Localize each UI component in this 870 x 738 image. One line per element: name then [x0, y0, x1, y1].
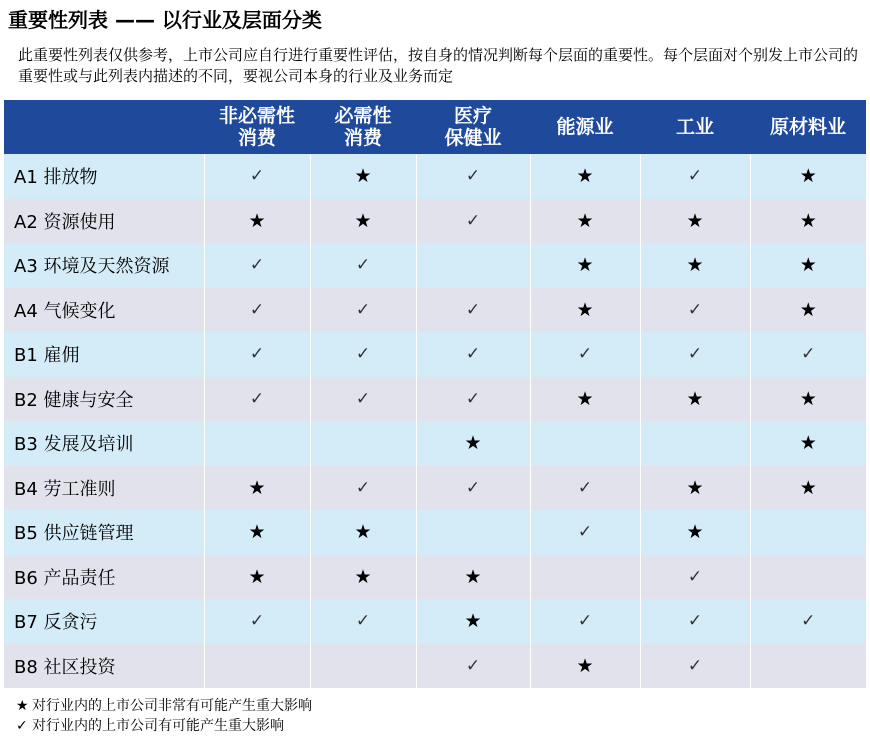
star-icon: ★	[416, 599, 530, 644]
table-row	[4, 466, 866, 511]
row-label: B2 健康与安全	[4, 377, 204, 422]
check-icon: ✓	[640, 599, 750, 644]
row-label: B7 反贪污	[4, 599, 204, 644]
row-label: A2 资源使用	[4, 199, 204, 244]
check-icon: ✓	[310, 243, 416, 288]
check-icon: ✓	[310, 466, 416, 511]
star-icon: ★	[750, 377, 866, 422]
check-icon: ✓	[416, 332, 530, 377]
star-icon: ★	[530, 644, 640, 689]
empty-cell	[530, 421, 640, 466]
star-icon: ★	[750, 154, 866, 199]
star-icon: ★	[750, 421, 866, 466]
check-icon: ✓	[750, 332, 866, 377]
table-row	[4, 377, 866, 422]
star-icon: ★	[204, 199, 310, 244]
page-title: 重要性列表 —— 以行业及层面分类	[8, 8, 322, 32]
empty-cell	[310, 421, 416, 466]
table-row	[4, 199, 866, 244]
table-row	[4, 243, 866, 288]
check-icon: ✓	[204, 377, 310, 422]
empty-cell	[204, 644, 310, 689]
empty-cell	[416, 243, 530, 288]
check-icon: ✓	[530, 332, 640, 377]
check-icon: ✓	[416, 466, 530, 511]
column-header: 非必需性 消费	[204, 100, 310, 154]
table-row	[4, 555, 866, 600]
check-icon: ✓	[204, 332, 310, 377]
column-header: 必需性 消费	[310, 100, 416, 154]
star-icon: ★	[750, 199, 866, 244]
star-icon: ★	[750, 288, 866, 333]
row-label: B8 社区投资	[4, 644, 204, 689]
check-icon: ✓	[310, 599, 416, 644]
table-row	[4, 644, 866, 689]
check-icon: ✓	[640, 555, 750, 600]
column-header: 原材料业	[750, 100, 866, 154]
legend	[16, 696, 312, 736]
table-row	[4, 421, 866, 466]
star-icon: ★	[640, 466, 750, 511]
star-icon: ★	[750, 466, 866, 511]
empty-cell	[416, 510, 530, 555]
star-icon: ★	[530, 377, 640, 422]
table-row	[4, 510, 866, 555]
row-label: B1 雇佣	[4, 332, 204, 377]
star-icon: ★	[310, 555, 416, 600]
materiality-matrix	[4, 100, 866, 688]
check-icon: ✓	[310, 377, 416, 422]
column-header: 能源业	[530, 100, 640, 154]
check-icon: ✓	[416, 288, 530, 333]
header-corner	[4, 100, 204, 154]
check-icon: ✓	[750, 599, 866, 644]
check-icon: ✓	[416, 154, 530, 199]
check-icon: ✓	[416, 644, 530, 689]
star-icon: ★	[530, 199, 640, 244]
row-label: B5 供应链管理	[4, 510, 204, 555]
star-icon: ★	[530, 243, 640, 288]
row-label: B6 产品责任	[4, 555, 204, 600]
empty-cell	[750, 510, 866, 555]
star-icon: ★	[750, 243, 866, 288]
check-icon: ✓	[310, 288, 416, 333]
row-label: A4 气候变化	[4, 288, 204, 333]
empty-cell	[204, 421, 310, 466]
column-header: 医疗 保健业	[416, 100, 530, 154]
star-icon: ★	[640, 510, 750, 555]
row-label: B3 发展及培训	[4, 421, 204, 466]
row-label: A3 环境及天然资源	[4, 243, 204, 288]
table-row	[4, 154, 866, 199]
check-icon: ✓	[204, 288, 310, 333]
check-icon: ✓	[530, 510, 640, 555]
check-icon: ✓	[204, 599, 310, 644]
matrix-body	[4, 154, 866, 688]
check-icon: ✓	[530, 599, 640, 644]
check-icon: ✓	[416, 377, 530, 422]
empty-cell	[310, 644, 416, 689]
row-label: A1 排放物	[4, 154, 204, 199]
check-icon: ✓	[640, 154, 750, 199]
star-icon: ★	[640, 243, 750, 288]
check-icon: ✓	[16, 718, 28, 734]
check-icon: ✓	[530, 466, 640, 511]
star-icon: ★	[204, 466, 310, 511]
row-label: B4 劳工准则	[4, 466, 204, 511]
star-icon: ★	[640, 377, 750, 422]
check-icon: ✓	[640, 332, 750, 377]
column-header: 工业	[640, 100, 750, 154]
check-icon: ✓	[204, 154, 310, 199]
legend-item-star: ★ 对行业内的上市公司非常有可能产生重大影响	[16, 698, 312, 714]
star-icon: ★	[310, 510, 416, 555]
star-icon: ★	[204, 555, 310, 600]
star-icon: ★	[640, 199, 750, 244]
check-icon: ✓	[204, 243, 310, 288]
star-icon: ★	[416, 555, 530, 600]
header-row	[4, 100, 866, 154]
legend-item-check: ✓ 对行业内的上市公司有可能产生重大影响	[16, 718, 284, 734]
empty-cell	[530, 555, 640, 600]
check-icon: ✓	[640, 288, 750, 333]
table-row	[4, 288, 866, 333]
star-icon: ★	[310, 199, 416, 244]
star-icon: ★	[310, 154, 416, 199]
star-icon: ★	[204, 510, 310, 555]
empty-cell	[640, 421, 750, 466]
table-row	[4, 599, 866, 644]
star-icon: ★	[416, 421, 530, 466]
check-icon: ✓	[310, 332, 416, 377]
table-row	[4, 332, 866, 377]
check-icon: ✓	[416, 199, 530, 244]
star-icon: ★	[16, 698, 29, 714]
star-icon: ★	[530, 154, 640, 199]
empty-cell	[750, 555, 866, 600]
intro-paragraph: 此重要性列表仅供参考，上市公司应自行进行重要性评估，按自身的情况判断每个层面的重要性。每个层面对个别发上市公司的重要性或与此列表内描述的不同，要视公司本身的行业及业务而定	[18, 46, 859, 85]
star-icon: ★	[530, 288, 640, 333]
check-icon: ✓	[640, 644, 750, 689]
empty-cell	[750, 644, 866, 689]
